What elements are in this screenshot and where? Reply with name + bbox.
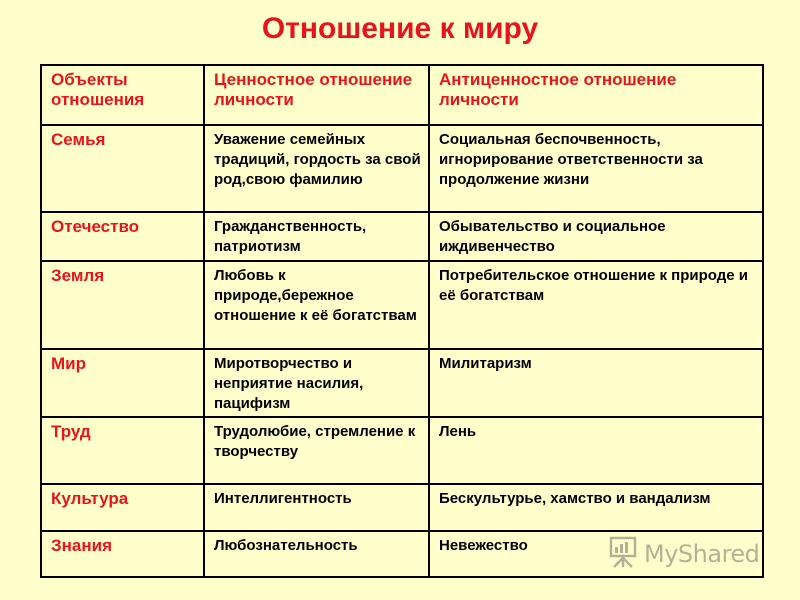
table-row [41, 349, 763, 417]
header-objects: Объекты отношения [41, 65, 204, 125]
row-anti-value: Невежество [429, 531, 763, 577]
table-row [41, 125, 763, 212]
row-value: Любознательность [204, 531, 429, 577]
row-object: Земля [41, 261, 204, 349]
row-value: Гражданственность, патриотизм [204, 212, 429, 261]
row-value: Любовь к природе,бережное отношение к её богатствам [204, 261, 429, 349]
watermark-text: MyShared [644, 540, 760, 568]
page-title: Отношение к миру [261, 12, 539, 45]
row-anti-value: Бескультурье, хамство и вандализм [429, 484, 763, 531]
row-value: Миротворчество и неприятие насилия, пацифизм [204, 349, 429, 417]
row-value: Уважение семейных традиций, гордость за свой род,свою фамилию [204, 125, 429, 212]
row-object: Семья [41, 125, 204, 212]
row-object: Отечество [41, 212, 204, 261]
row-anti-value: Милитаризм [429, 349, 763, 417]
row-value: Интеллигентность [204, 484, 429, 531]
row-object: Труд [41, 417, 204, 484]
row-value: Трудолюбие, стремление к творчеству [204, 417, 429, 484]
header-value-relation: Ценностное отношение личности [204, 65, 429, 125]
table-row [41, 417, 763, 484]
table-row [41, 212, 763, 261]
row-anti-value: Потребительское отношение к природе и её богатствам [429, 261, 763, 349]
row-anti-value: Лень [429, 417, 763, 484]
presentation-board-icon [608, 535, 638, 574]
relations-table [40, 64, 764, 578]
row-object: Культура [41, 484, 204, 531]
table-row [41, 484, 763, 531]
table-row [41, 261, 763, 349]
watermark-logo [608, 536, 768, 572]
row-object: Мир [41, 349, 204, 417]
row-anti-value: Социальная беспочвенность, игнорирование ответственности за продолжение жизни [429, 125, 763, 212]
row-anti-value: Обывательство и социальное иждивенчество [429, 212, 763, 261]
header-anti-value-relation: Антиценностное отношение личности [429, 65, 763, 125]
row-object: Знания [41, 531, 204, 577]
table-header-row [41, 65, 763, 125]
